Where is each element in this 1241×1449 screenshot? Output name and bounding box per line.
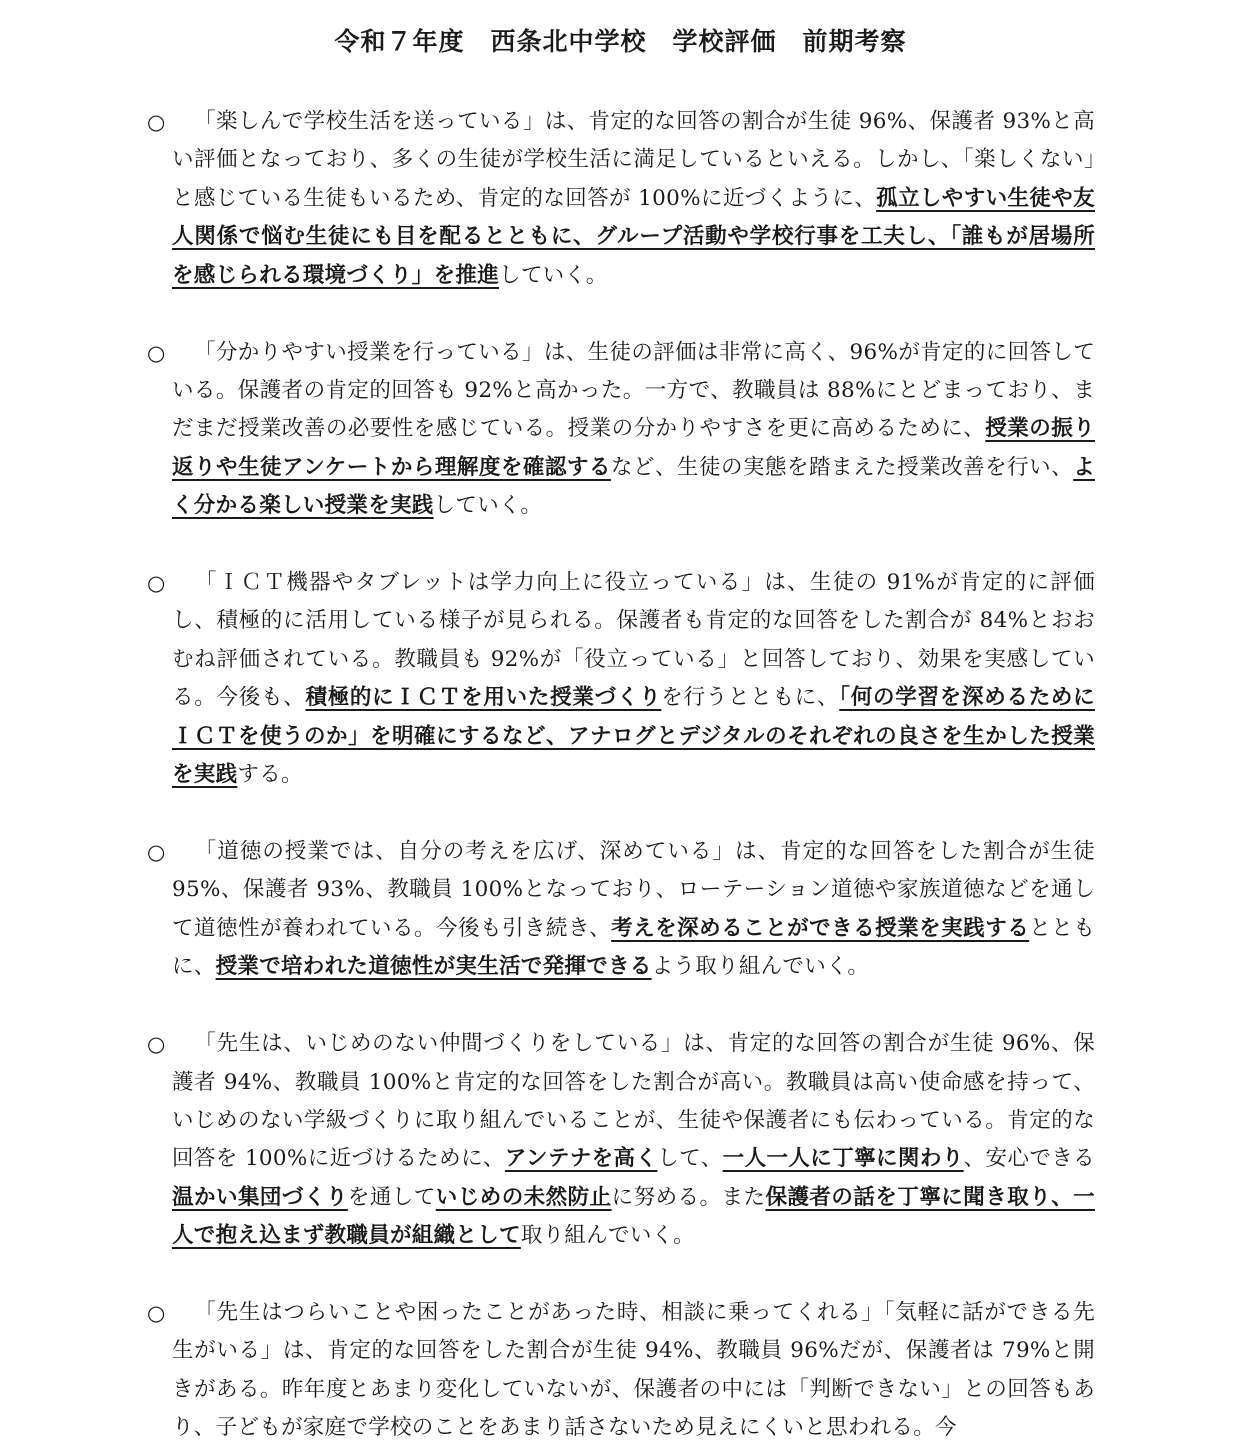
body-text: 、安心できる: [963, 1146, 1095, 1172]
emphasis-text: アンテナを高く: [504, 1146, 658, 1172]
body-text: して、: [657, 1146, 723, 1172]
bullet-circle-icon: ○: [147, 1301, 166, 1326]
bullet-circle-icon: ○: [147, 571, 166, 596]
emphasis-text: 授業の振り返りや生徒アンケートから理解度を確認する: [172, 416, 1095, 480]
body-text: 「先生はつらいことや困ったことがあった時、相談に乗ってくれる」「気軽に話ができる先生がいる」は、肯定的な回答をした割合が生徒 94%、教職員 96%だが、保護者は 79%と開きがある。昨年度とあまり変化していないが、保護者の中には「判断できない」との回答もあり、子どもが家庭で学校のことをあまり話さないため見えにくいと思われる。今: [172, 1300, 1095, 1441]
body-text: よう取り組んでいく。: [651, 954, 870, 980]
body-text: 「ＩＣＴ機器やタブレットは学力向上に役立っている」は、生徒の 91%が肯定的に評価し、積極的に活用している様子が見られる。保護者も肯定的な回答をした割合が 84%とおおむね評価されている。教職員も 92%が「役立っている」と回答しており、効果を実感している。今後も、: [172, 570, 1095, 711]
bullet-circle-icon: ○: [147, 1032, 166, 1057]
body-text: を通して: [347, 1184, 436, 1210]
evaluation-item: [147, 564, 1095, 794]
body-text: に努める。また: [611, 1184, 766, 1210]
body-text: 「楽しんで学校生活を送っている」は、肯定的な回答の割合が生徒 96%、保護者 93%と高い評価となっており、多くの生徒が学校生活に満足しているといえる。しかし、「楽しくない」と感じている生徒もいるため、肯定的な回答が 100%に近づくように、: [172, 109, 1095, 211]
emphasis-text: 保護者の話を丁寧に聞き取り、一人で抱え込まず教職員が組織として: [172, 1184, 1095, 1249]
evaluation-item: [147, 1294, 1095, 1448]
emphasis-text: 考えを深めることができる授業を実践する: [611, 915, 1030, 941]
bullet-circle-icon: ○: [147, 840, 166, 864]
body-text: など、生徒の実態を踏まえた授業改善を行い、: [610, 454, 1074, 480]
body-text: 「道徳の授業では、自分の考えを広げ、深めている」は、肯定的な回答をした割合が生徒 95%、保護者 93%、教職員 100%となっており、ローテーション道徳や家族道徳などを通して道徳性が養われている。今後も引き続き、: [172, 839, 1095, 941]
body-text: する。: [237, 762, 303, 788]
body-text: 「先生は、いじめのない仲間づくりをしている」は、肯定的な回答の割合が生徒 96%、保護者 94%、教職員 100%と肯定的な回答をした割合が高い。教職員は高い使命感を持って、いじめのない学級づくりに取り組んでいることが、生徒や保護者にも伝わっている。肯定的な回答を 100%に近づけるために、: [172, 1031, 1095, 1172]
emphasis-text: 「何の学習を深めるためにＩＣＴを使うのか」を明確にするなど、アナログとデジタルのそれぞれの良さを生かした授業を実践: [172, 685, 1095, 788]
bullet-circle-icon: ○: [147, 110, 166, 134]
emphasis-text: よく分かる楽しい授業を実践: [172, 454, 1095, 519]
body-text: していく。: [499, 262, 608, 288]
evaluation-item: [147, 103, 1095, 295]
evaluation-item: [147, 1025, 1095, 1255]
body-text: していく。: [433, 493, 543, 519]
bullet-circle-icon: ○: [147, 340, 166, 365]
page-title: 令和７年度 西条北中学校 学校評価 前期考察: [334, 27, 907, 56]
evaluation-item: [147, 833, 1095, 987]
emphasis-text: 一人一人に丁寧に関わり: [722, 1146, 964, 1172]
evaluation-item: [147, 334, 1095, 526]
body-text: を行うとともに、: [661, 685, 840, 711]
emphasis-text: 孤立しやすい生徒や友人関係で悩む生徒にも目を配るとともに、グループ活動や学校行事を工夫し、「誰もが居場所を感じられる環境づくり」を推進: [172, 185, 1095, 288]
emphasis-text: 授業で培われた道徳性が実生活で発揮できる: [215, 954, 652, 980]
emphasis-text: 温かい集団づくり: [172, 1184, 348, 1210]
emphasis-text: 積極的にＩＣＴを用いた授業づくり: [305, 685, 662, 711]
body-text: とともに、: [172, 915, 1096, 980]
body-text: 「分かりやすい授業を行っている」は、生徒の評価は非常に高く、96%が肯定的に回答している。保護者の肯定的回答も 92%と高かった。一方で、教職員は 88%にとどまっており、まだまだ授業改善の必要性を感じている。授業の分かりやすさを更に高めるために、: [172, 339, 1095, 442]
body-text: 取り組んでいく。: [520, 1223, 695, 1249]
emphasis-text: いじめの未然防止: [435, 1184, 612, 1210]
evaluation-list: [147, 103, 1095, 1448]
